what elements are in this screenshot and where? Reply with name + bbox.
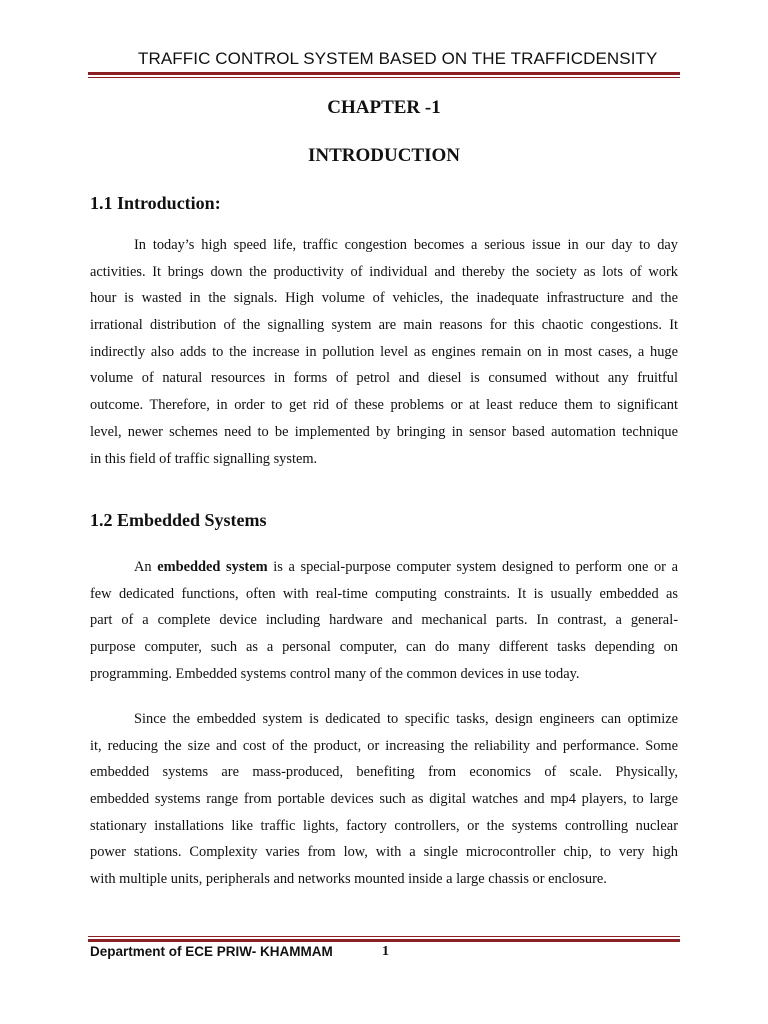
paragraph-line: level, newer schemes need to be implemented by bringing in sensor based automation technique xyxy=(90,423,678,440)
paragraph-line: indirectly also adds to the increase in pollution level as engines remain on in most cases, a huge xyxy=(90,343,678,360)
paragraph-embedded-design xyxy=(90,706,678,893)
paragraph-line: in this field of traffic signalling system. xyxy=(90,450,318,467)
header-rule-thin xyxy=(88,77,680,78)
paragraph-line xyxy=(90,554,678,581)
running-header-title: TRAFFIC CONTROL SYSTEM BASED ON THE TRAFFICDENSITY xyxy=(138,49,658,68)
paragraph-line: part of a complete device including hardware and mechanical parts. In contrast, a general- xyxy=(90,612,678,629)
footer-page-number: 1 xyxy=(382,944,389,959)
paragraph-line: it, reducing the size and cost of the product, or increasing the reliability and performance. Some xyxy=(90,737,678,754)
footer-department: Department of ECE PRIW- KHAMMAM xyxy=(90,944,333,959)
section-heading-embedded-systems: 1.2 Embedded Systems xyxy=(90,510,267,530)
paragraph-line: few dedicated functions, often with real-time computing constraints. It is usually embedded as xyxy=(90,585,678,602)
paragraph-line: embedded systems are mass-produced, benefiting from economics of scale. Physically, xyxy=(90,764,678,781)
paragraph-line: with multiple units, peripherals and networks mounted inside a large chassis or enclosure. xyxy=(90,871,607,888)
paragraph-line: hour is wasted in the signals. High volume of vehicles, the inadequate infrastructure and the xyxy=(90,290,678,307)
chapter-title: INTRODUCTION xyxy=(307,145,461,166)
paragraph-line: Since the embedded system is dedicated to specific tasks, design engineers can optimize xyxy=(134,711,678,727)
paragraph-embedded-definition xyxy=(90,554,678,687)
paragraph-line: outcome. Therefore, in order to get rid of these problems or at least reduce them to significant xyxy=(90,397,678,414)
section-heading-introduction: 1.1 Introduction: xyxy=(90,193,221,213)
paragraph-line: programming. Embedded systems control many of the common devices in use today. xyxy=(90,665,580,682)
chapter-number: CHAPTER -1 xyxy=(327,97,441,118)
paragraph-line: activities. It brings down the productivity of individual and thereby the society as lots of work xyxy=(90,263,678,280)
text-run: is a special-purpose computer system designed to perform one or a xyxy=(267,559,678,575)
footer-rule-thin xyxy=(88,936,680,937)
text-run: An xyxy=(134,559,158,575)
footer-rule-thick xyxy=(88,939,680,942)
paragraph-line: irrational distribution of the signalling system are main reasons for this chaotic congestions. It xyxy=(90,317,678,334)
paragraph-line: stationary installations like traffic lights, factory controllers, or the systems controlling nuclear xyxy=(90,817,678,834)
header-rule-thick xyxy=(88,72,680,75)
paragraph-line: power stations. Complexity varies from low, with a single microcontroller chip, to very high xyxy=(90,844,678,861)
paragraph-line: embedded systems range from portable devices such as digital watches and mp4 players, to large xyxy=(90,791,678,808)
paragraph-line: volume of natural resources in forms of petrol and diesel is consumed without any fruitful xyxy=(90,370,678,387)
paragraph-line: In today’s high speed life, traffic congestion becomes a serious issue in our day to day xyxy=(134,237,678,253)
paragraph-introduction xyxy=(90,232,678,472)
bold-term-embedded-system: embedded system xyxy=(157,559,268,575)
paragraph-line: purpose computer, such as a personal computer, can do many different tasks depending on xyxy=(90,639,678,656)
